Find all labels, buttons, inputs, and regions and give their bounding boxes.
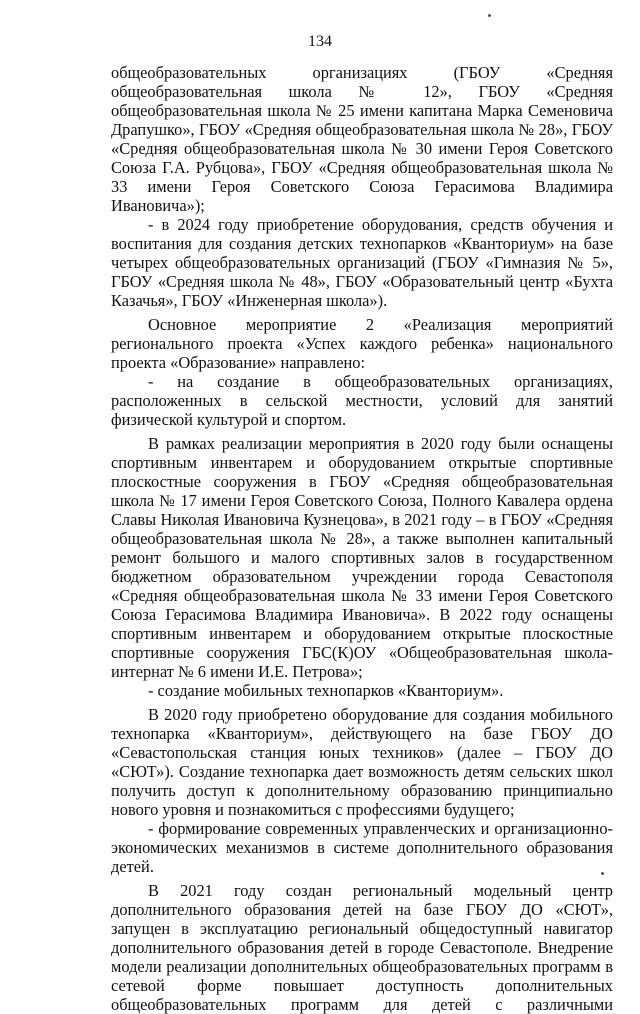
paragraph: Основное мероприятие 2 «Реализация мероприятий регионального проекта «Успех каждого ребенка» национального проекта «Образование» направлено: (111, 315, 613, 372)
document-body (111, 63, 613, 1014)
page-number: 134 (308, 33, 332, 50)
bullet-item: - в 2024 году приобретение оборудования, средств обучения и воспитания для создания детских технопарков «Кванториум» на базе четырех общеобразовательных организаций (ГБОУ «Гимназия № 5», ГБОУ «Средняя школа № 48», ГБОУ «Образовательный центр «Бухта Казачья», ГБОУ «Инженерная школа»). (111, 215, 613, 310)
bullet-item: - на создание в общеобразовательных организациях, расположенных в сельской местности, условий для занятий физической культурой и спортом. (111, 372, 613, 429)
paragraph: В 2020 году приобретено оборудование для создания мобильного технопарка «Кванториум», действующего на базе ГБОУ ДО «Севастопольская станция юных техников» (далее – ГБОУ ДО «СЮТ»). Создание технопарка дает возможность детям сельских школ получить доступ к дополнительному образованию принципиально нового уровня и познакомиться с профессиями будущего; (111, 705, 613, 819)
bullet-item: - формирование современных управленческих и организационно-экономических механизмов в системе дополнительного образования детей. (111, 819, 613, 876)
paragraph: В 2021 году создан региональный модельный центр дополнительного образования детей на базе ГБОУ ДО «СЮТ», запущен в эксплуатацию региональный общедоступный навигатор дополнительного образования детей в городе Севастополе. Внедрение модели реализации дополнительных общеобразовательных программ в сетевой форме повышает доступность дополнительных общеобразовательных программ для детей с различными (111, 881, 613, 1014)
paragraph: В рамках реализации мероприятия в 2020 году были оснащены спортивным инвентарем и оборудованием открытые спортивные плоскостные сооружения в ГБОУ «Средняя общеобразовательная школа № 17 имени Героя Советского Союза, Полного Кавалера ордена Славы Николая Ивановича Кузнецова», в 2021 году – в ГБОУ «Средняя общеобразовательная школа № 28», а также выполнен капитальный ремонт большого и малого спортивных залов в государственном бюджетном образовательном учреждении города Севастополя «Средняя общеобразовательная школа № 33 имени Героя Советского Союза Герасимова Владимира Ивановича». В 2022 году оснащены спортивным инвентарем и оборудованием открытые плоскостные спортивные сооружения ГБС(К)ОУ «Общеобразовательная школа-интернат № 6 имени И.Е. Петрова»; (111, 434, 613, 681)
bullet-item: - создание мобильных технопарков «Кванториум». (148, 681, 504, 700)
scan-speck (488, 14, 491, 17)
paragraph: общеобразовательных организациях (ГБОУ «Средняя общеобразовательная школа № 12», ГБОУ «Средняя общеобразовательная школа № 25 имени капитана Марка Семеновича Драпушко», ГБОУ «Средняя общеобразовательная школа № 28», ГБОУ «Средняя общеобразовательная школа № 30 имени Героя Советского Союза Г.А. Рубцова», ГБОУ «Средняя общеобразовательная школа № 33 имени Героя Советского Союза Герасимова Владимира Ивановича»); (111, 63, 613, 215)
scan-speck (601, 872, 604, 875)
